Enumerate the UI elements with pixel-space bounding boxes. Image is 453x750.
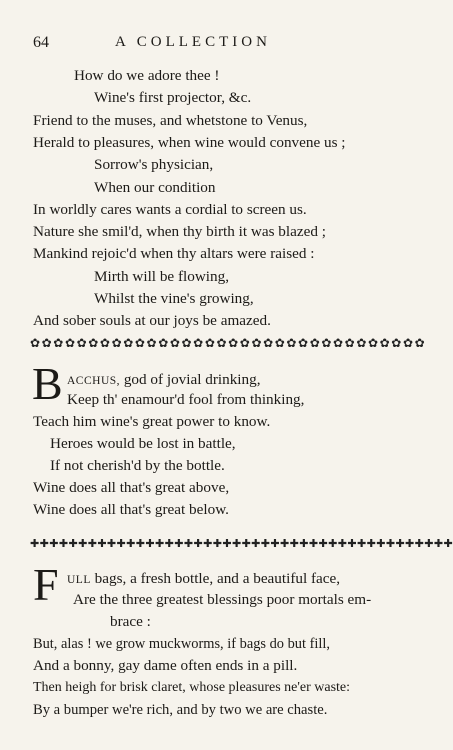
verse-line-first xyxy=(67,569,340,590)
verse-line: How do we adore thee ! xyxy=(74,67,220,84)
verse-line: Teach him wine's great power to know. xyxy=(33,413,271,430)
verse-line: And sober souls at our joys be amazed. xyxy=(33,312,271,329)
verse-line: In worldly cares wants a cordial to screen us. xyxy=(33,201,307,218)
drop-cap: B xyxy=(32,358,63,409)
verse-line: Heroes would be lost in battle, xyxy=(50,435,236,452)
verse-line: Mirth will be flowing, xyxy=(94,268,229,285)
drop-cap: F xyxy=(33,559,59,610)
verse-line: When our condition xyxy=(94,179,216,196)
verse-line: Friend to the muses, and whetstone to Venus, xyxy=(33,112,308,129)
verse-line: Mankind rejoic'd when thy altars were raised : xyxy=(33,245,315,262)
verse-line: Keep th' enamour'd fool from thinking, xyxy=(67,391,305,408)
verse-line: Wine's first projector, &c. xyxy=(94,89,252,106)
running-title: A COLLECTION xyxy=(115,34,271,50)
verse-line: If not cherish'd by the bottle. xyxy=(50,457,225,474)
verse-line: Then heigh for brisk claret, whose pleasures ne'er waste: xyxy=(33,680,351,695)
first-word-small-caps: ACCHUS, xyxy=(67,375,121,387)
page-number: 64 xyxy=(33,34,49,51)
verse-line: Whilst the vine's growing, xyxy=(94,290,254,307)
ornament-divider: ✿✿✿✿✿✿✿✿✿✿✿✿✿✿✿✿✿✿✿✿✿✿✿✿✿✿✿✿✿✿✿✿✿✿ xyxy=(30,336,427,350)
first-word-small-caps: ULL xyxy=(67,574,91,586)
verse-line: But, alas ! we grow muckworms, if bags do but fill, xyxy=(33,636,330,652)
verse-line: And a bonny, gay dame often ends in a pill. xyxy=(33,657,298,674)
verse-line: Are the three greatest blessings poor mortals em- xyxy=(73,591,372,608)
verse-line: Nature she smil'd, when thy birth it was blazed ; xyxy=(33,223,326,240)
verse-line: By a bumper we're rich, and by two we are chaste. xyxy=(33,702,328,718)
verse-line: Herald to pleasures, when wine would convene us ; xyxy=(33,134,346,151)
verse-line-first xyxy=(67,370,261,391)
verse-line: Wine does all that's great above, xyxy=(33,479,230,496)
verse-line: brace : xyxy=(110,613,151,630)
verse-line: Wine does all that's great below. xyxy=(33,501,229,518)
ornament-divider: ✚✚✚✚✚✚✚✚✚✚✚✚✚✚✚✚✚✚✚✚✚✚✚✚✚✚✚✚✚✚✚✚✚✚✚✚✚✚✚✚✚✚✚✚ xyxy=(30,538,453,550)
verse-line-text: god of jovial drinking, xyxy=(123,371,261,388)
verse-line-text: bags, a fresh bottle, and a beautiful face, xyxy=(94,570,341,587)
verse-line: Sorrow's physician, xyxy=(94,156,214,173)
page-header xyxy=(33,34,389,54)
